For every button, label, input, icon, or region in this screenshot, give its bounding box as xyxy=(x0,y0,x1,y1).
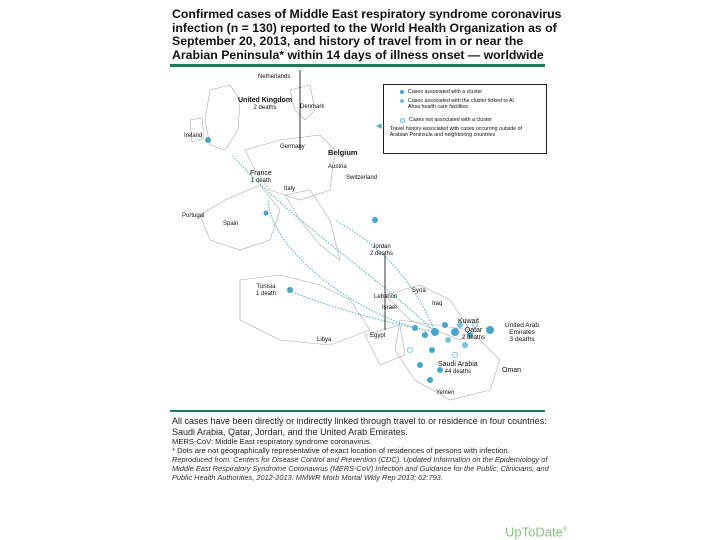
label-france xyxy=(250,171,272,184)
label-jordan-name: Jordan xyxy=(372,244,391,250)
label-france-deaths: 1 death xyxy=(250,177,271,184)
label-tunisia-name: Tunisia xyxy=(256,284,276,290)
label-lebanon: Lebanon xyxy=(374,294,398,300)
label-italy: Italy xyxy=(284,186,296,192)
figure-title: Confirmed cases of Middle East respiratory syndrome coronavirus infection (n = 130) reported to the World Health Organization as of September 20, 2013, and history of travel from in or near the Arabian Peninsula* within 14 days of illness onset — worldwide xyxy=(172,7,562,62)
label-syria: Syria xyxy=(412,288,426,294)
label-uae-name: United Arab Emirates xyxy=(505,322,539,336)
bottom-divider xyxy=(170,410,545,412)
filled-dot-icon xyxy=(400,90,404,94)
label-egypt: Egypt xyxy=(370,333,386,339)
abbreviation-note: MERS-CoV: Middle East respiratory syndrome coronavirus. xyxy=(172,437,372,446)
source-citation: Reproduced from: Centers for Disease Control and Prevention (CDC). Updated Information on the Epidemiology of Middle East Respiratory Syndrome Coronavirus (MERS-CoV) Infection and Guidance for the Public, Clinicians, and Public Health Authorities, 2012-2013. MMWR Morb Mortal Wkly Rep 2013; 62:793. xyxy=(172,455,549,482)
legend-label: Cases associated with a cluster xyxy=(408,89,483,95)
label-yemen: Yemen xyxy=(436,390,455,396)
label-denmark: Denmark xyxy=(300,104,325,110)
label-belgium: Belgium xyxy=(328,148,358,157)
label-germany: Germany xyxy=(280,144,305,150)
label-qatar-name: Qatar xyxy=(464,327,483,334)
legend-item-cluster xyxy=(388,89,482,95)
legend-item-no-cluster xyxy=(388,117,492,123)
label-tunisia-deaths: 1 death xyxy=(256,290,277,297)
label-jordan xyxy=(370,244,393,257)
label-qatar-deaths: 2 deaths xyxy=(462,334,486,341)
logo-text: UpToDate xyxy=(505,524,563,540)
legend-label: Cases associated with the cluster linked to Al Ahsa health care facilities xyxy=(408,98,514,110)
label-netherlands: Netherlands xyxy=(258,74,291,80)
label-jordan-deaths: 2 deaths xyxy=(370,250,394,257)
label-switzerland: Switzerland xyxy=(346,175,378,181)
main-note: All cases have been directly or indirectly linked through travel to or residence in four countries: Saudi Arabia, Qatar, Jordan, and the United Arab Emirates. xyxy=(172,416,547,437)
legend-label: Cases not associated with a cluster xyxy=(409,117,493,123)
label-uae xyxy=(496,322,548,343)
open-dot-icon xyxy=(400,118,405,123)
label-uk xyxy=(238,98,292,111)
legend-item-travel xyxy=(376,123,526,138)
light-dot-icon xyxy=(400,99,404,103)
map-legend xyxy=(376,84,547,154)
label-portugal: Portugal xyxy=(182,213,205,219)
label-uk-name: United Kingdom xyxy=(238,97,293,104)
label-qatar xyxy=(462,328,485,341)
legend-label: Travel history associated with cases occurring outside of Arabian Peninsula and neighboring countries xyxy=(389,126,523,138)
label-libya: Libya xyxy=(317,337,332,343)
label-uk-deaths: 2 deaths xyxy=(253,104,277,111)
footnote: * Dots are not geographically representative of exact location of residences of persons with infection. xyxy=(172,446,510,455)
label-iraq: Iraq xyxy=(432,301,443,307)
label-tunisia xyxy=(256,284,276,297)
label-saudi-name: Saudi Arabia xyxy=(438,361,478,368)
figure-notes xyxy=(172,416,552,482)
uptodate-logo xyxy=(505,523,567,539)
label-ireland: Ireland xyxy=(184,133,203,139)
registered-mark: ® xyxy=(562,527,568,533)
legend-item-al-ahsa xyxy=(388,98,518,110)
dotted-arrow-icon: ◀···· xyxy=(376,123,386,130)
label-austria: Austria xyxy=(328,164,347,170)
label-israel: Israel xyxy=(382,305,397,311)
label-saudi-deaths: 44 deaths xyxy=(444,368,472,375)
label-france-name: France xyxy=(250,170,272,177)
label-kuwait: Kuwait xyxy=(458,318,480,325)
top-divider xyxy=(170,64,545,67)
label-oman: Oman xyxy=(502,367,522,374)
label-spain: Spain xyxy=(223,221,239,227)
label-uae-deaths: 3 deaths xyxy=(509,336,535,343)
label-saudi xyxy=(438,362,478,375)
